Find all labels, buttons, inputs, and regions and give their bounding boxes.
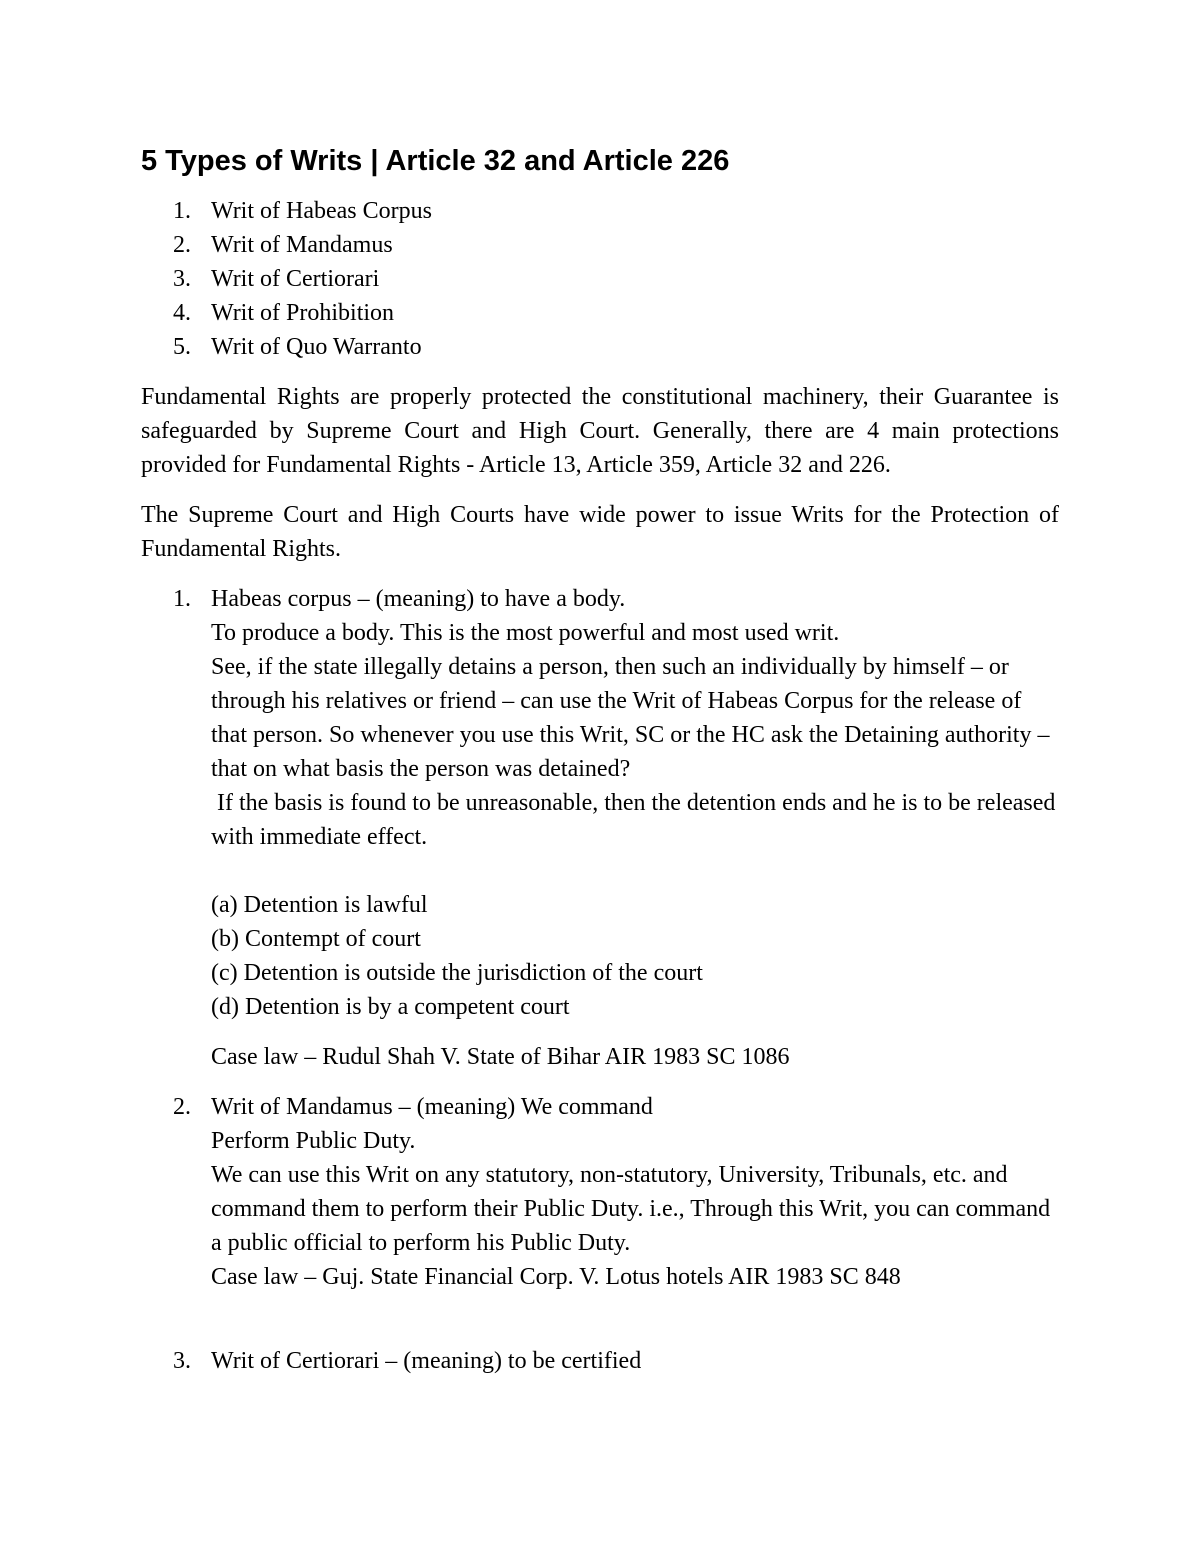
- writ-details-list: [141, 582, 1059, 1378]
- list-number: 2.: [173, 232, 191, 258]
- list-number: 1.: [173, 586, 191, 612]
- writ-explanation: See, if the state illegally detains a person, then such an individually by himself – or through his relatives or friend – can use the Writ of Habeas Corpus for the release of that person. So whenever you use this Writ, SC or the HC ask the Detaining authority – that on what basis the person was detained?: [211, 654, 1050, 782]
- list-item-label: Writ of Certiorari: [211, 266, 380, 292]
- intro-paragraph: Fundamental Rights are properly protected the constitutional machinery, their Guarantee is safeguarded by Supreme Court and High Court. Generally, there are 4 main protections provided for Fundamental Rights - Article 13, Article 359, Article 32 and 226.: [141, 384, 1059, 478]
- writ-mandamus: [141, 1090, 1059, 1328]
- list-item: [141, 262, 1059, 296]
- powers-paragraph: The Supreme Court and High Courts have wide power to issue Writs for the Protection of Fundamental Rights.: [141, 502, 1059, 562]
- list-item-label: Writ of Mandamus: [211, 232, 393, 258]
- list-number: 1.: [173, 198, 191, 224]
- writ-explanation: We can use this Writ on any statutory, non-statutory, University, Tribunals, etc. and command them to perform their Public Duty. i.e., Through this Writ, you can command a public official to perform his Public Duty.: [211, 1162, 1051, 1256]
- list-item: [141, 296, 1059, 330]
- list-number: 3.: [173, 1348, 191, 1374]
- list-number: 2.: [173, 1094, 191, 1120]
- exception-list: [211, 888, 1059, 1024]
- list-item: [141, 228, 1059, 262]
- writ-habeas-corpus: [141, 582, 1059, 1074]
- exception-item: (c) Detention is outside the jurisdiction of the court: [211, 960, 703, 986]
- writ-heading: Writ of Mandamus – (meaning) We command: [211, 1094, 653, 1120]
- list-item-label: Writ of Prohibition: [211, 300, 395, 326]
- list-item-label: Writ of Habeas Corpus: [211, 198, 432, 224]
- case-law: Case law – Rudul Shah V. State of Bihar AIR 1983 SC 1086: [211, 1044, 790, 1070]
- list-number: 5.: [173, 334, 191, 360]
- case-law: Case law – Guj. State Financial Corp. V. Lotus hotels AIR 1983 SC 848: [211, 1264, 901, 1290]
- writ-description: To produce a body. This is the most powerful and most used writ.: [211, 620, 840, 646]
- writ-explanation: If the basis is found to be unreasonable, then the detention ends and he is to be released with immediate effect.: [211, 790, 1056, 850]
- list-number: 3.: [173, 266, 191, 292]
- list-item: [141, 194, 1059, 228]
- page-title: 5 Types of Writs | Article 32 and Article 226: [141, 145, 730, 177]
- list-item-label: Writ of Quo Warranto: [211, 334, 422, 360]
- writ-description: Perform Public Duty.: [211, 1128, 416, 1154]
- writ-heading: Habeas corpus – (meaning) to have a body.: [211, 586, 626, 612]
- writ-certiorari: [141, 1344, 1059, 1378]
- list-number: 4.: [173, 300, 191, 326]
- writ-type-list: [141, 194, 1059, 364]
- spacer: [211, 854, 1059, 888]
- list-item: [141, 330, 1059, 364]
- exception-item: (b) Contempt of court: [211, 926, 421, 952]
- spacer: [211, 1294, 1059, 1328]
- exception-item: (a) Detention is lawful: [211, 892, 428, 918]
- writ-heading: Writ of Certiorari – (meaning) to be certified: [211, 1348, 642, 1374]
- document-page: [141, 142, 1059, 1394]
- exception-item: (d) Detention is by a competent court: [211, 994, 570, 1020]
